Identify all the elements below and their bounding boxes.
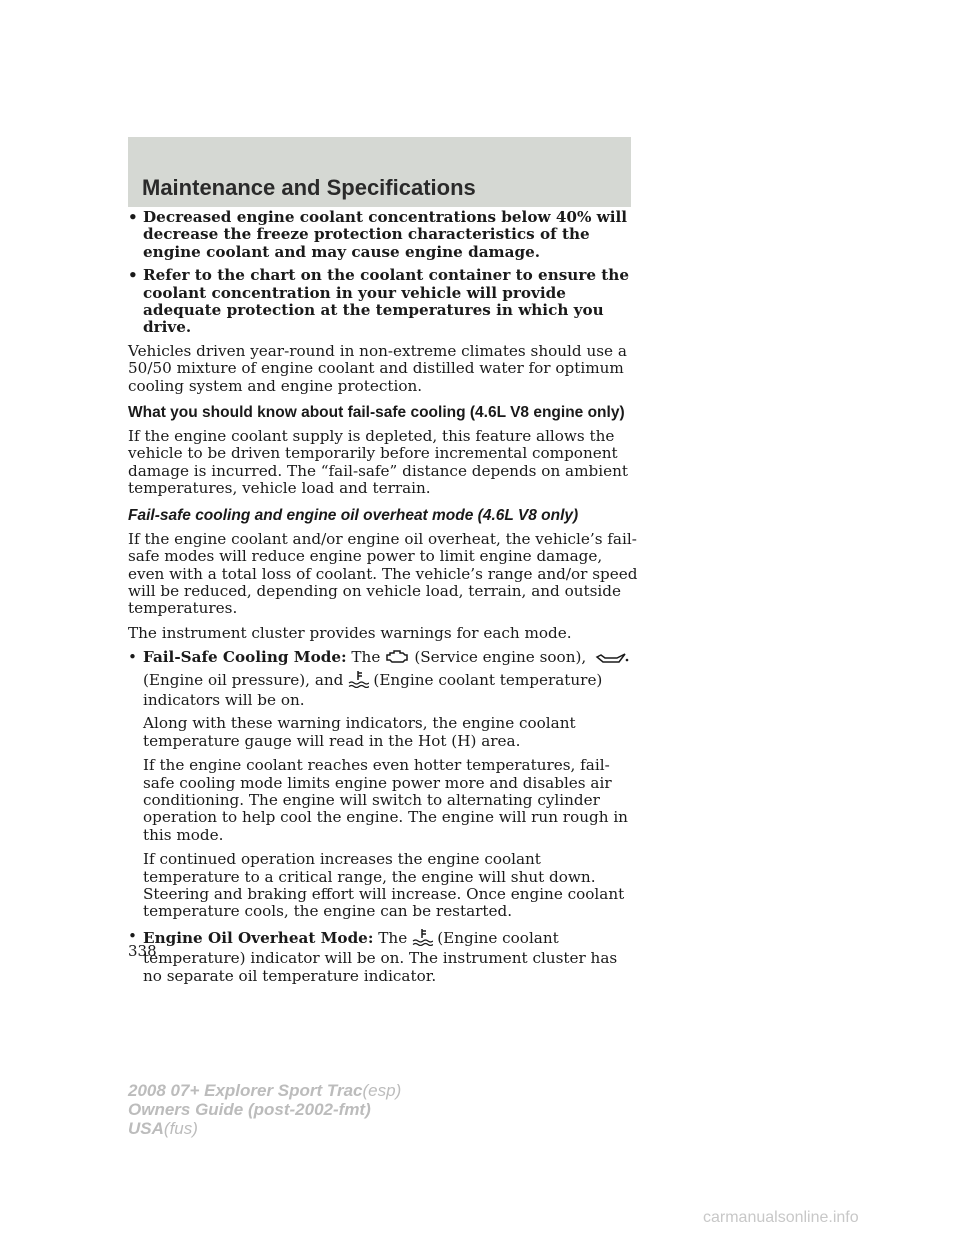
paragraph-warning-gauge: Along with these warning indicators, the engine coolant temperature gauge will read in the Hot (H) area. (143, 714, 576, 750)
page-number: 338 (128, 942, 157, 960)
heading-failsafe-cooling: What you should know about fail-safe cooling (4.6L V8 engine only) (128, 404, 625, 422)
footer-guide: Owners Guide (post-2002-fmt) (128, 1100, 371, 1119)
mode-label: Engine Oil Overheat Mode: (143, 928, 374, 947)
bullet-marker: • (128, 266, 138, 285)
footer-doc-info (128, 1081, 401, 1138)
warning-bullet (128, 267, 638, 337)
coolant-temperature-text: (Engine coolant temperature) indicators will be on. (143, 670, 603, 709)
mode-bullet-oil (128, 928, 638, 985)
bullet-marker: • (128, 926, 137, 945)
footer-market-code: (fus) (163, 1119, 198, 1138)
bullet-text: Refer to the chart on the coolant container to ensure the coolant concentration in your vehicle will provide adequate protection at the temperatures in which you drive. (143, 266, 630, 337)
paragraph-cluster: The instrument cluster provides warnings for each mode. (128, 623, 572, 642)
paragraph-overheat: If the engine coolant and/or engine oil overheat, the vehicle’s fail-safe modes will reduce engine power to limit engine damage, even with a total loss of coolant. The vehicle’s range and/or speed will be reduced, depending on vehicle load, terrain, and outside temperatures. (128, 529, 638, 618)
mode-label: Fail-Safe Cooling Mode: (143, 648, 347, 667)
footer-model: 2008 07+ Explorer Sport Trac (128, 1081, 363, 1100)
coolant-temperature-icon (347, 670, 369, 692)
coolant-temperature-icon (411, 928, 433, 950)
footer-market: USA (128, 1119, 164, 1138)
warning-bullet (128, 209, 638, 261)
service-engine-icon (384, 649, 410, 669)
oil-overheat-text: (Engine coolant temperature) indicator will be on. The instrument cluster has no separate oil temperature indicator. (143, 928, 618, 985)
footer-model-code: (esp) (362, 1081, 402, 1100)
mode-the: The (378, 928, 408, 947)
oil-pressure-text: (Engine oil pressure), and (143, 670, 344, 689)
paragraph-hotter-temps: If the engine coolant reaches even hotter temperatures, fail-safe cooling mode limits engine power more and disables air conditioning. The engine will switch to alternating cylinder operation to help cool the engine. The engine will run rough in this mode. (143, 756, 628, 844)
paragraph-critical-range: If continued operation increases the engine coolant temperature to a critical range, the engine will shut down. Steering and braking effort will increase. Once engine coolant temperature cools, the engine can be restarted. (143, 850, 625, 921)
section-title: Maintenance and Specifications (142, 175, 476, 200)
paragraph-failsafe: If the engine coolant supply is depleted, this feature allows the vehicle to be driven temporarily before incremental component damage is incurred. The “fail-safe” distance depends on ambient temperatures, vehicle load and terrain. (128, 427, 628, 498)
service-engine-text: (Service engine soon), (414, 648, 587, 667)
bullet-marker: • (128, 648, 137, 667)
oil-pressure-icon (595, 651, 629, 669)
mode-bullet-cooling (128, 649, 638, 709)
heading-oil-overheat-mode: Fail-safe cooling and engine oil overheat mode (4.6L V8 only) (128, 506, 579, 524)
paragraph-mixture: Vehicles driven year-round in non-extreme climates should use a 50/50 mixture of engine coolant and distilled water for optimum cooling system and engine protection. (128, 341, 627, 395)
page-content (128, 209, 638, 991)
bullet-marker: • (128, 208, 138, 226)
mode-the: The (351, 648, 381, 667)
bullet-text: Decreased engine coolant concentrations below 40% will decrease the freeze protection characteristics of the engine coolant and may cause engine damage. (143, 208, 628, 261)
watermark: carmanualsonline.info (703, 1209, 859, 1226)
